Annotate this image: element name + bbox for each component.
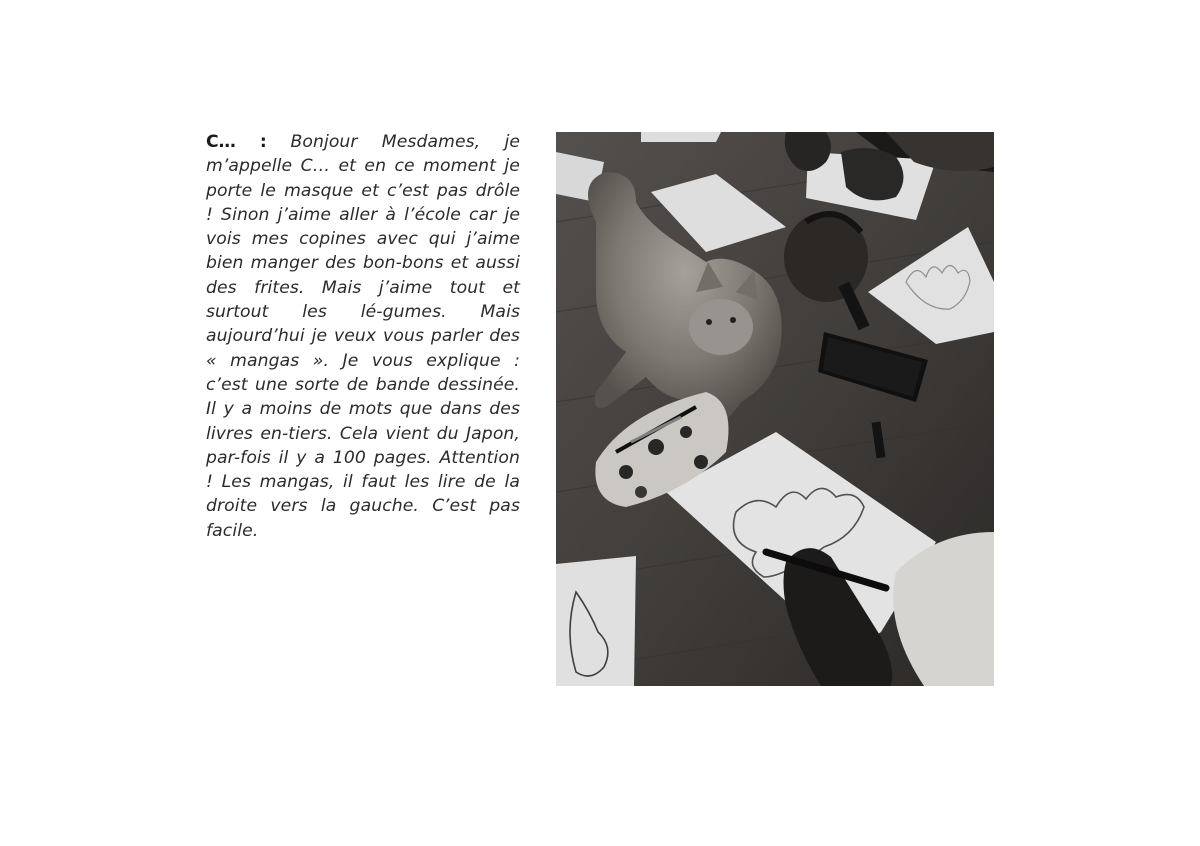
photo-illustration xyxy=(556,132,994,686)
speaker-name: C… : xyxy=(206,132,267,152)
speech-text: Bonjour Mesdames, je m’appelle C… et en ce moment je porte le masque et c’est pas drôle ! Sinon j’aime aller à l’école car je vois mes copines avec qui j’aime bien manger des bon-bons et aussi des frites. Mais j’aime tout et surtout les lé-gumes. Mais aujourd’hui je veux vous parler des « mangas ». Je vous explique : c’est une sorte de bande dessinée. Il y a moins de mots que dans des livres en-tiers. Cela vient du Japon, par-fois il y a 100 pages. Attention ! Les mangas, il faut les lire de la droite vers la gauche. C’est pas facile. xyxy=(206,132,520,541)
classroom-cat-photo xyxy=(556,132,994,686)
interview-paragraph xyxy=(206,130,520,543)
